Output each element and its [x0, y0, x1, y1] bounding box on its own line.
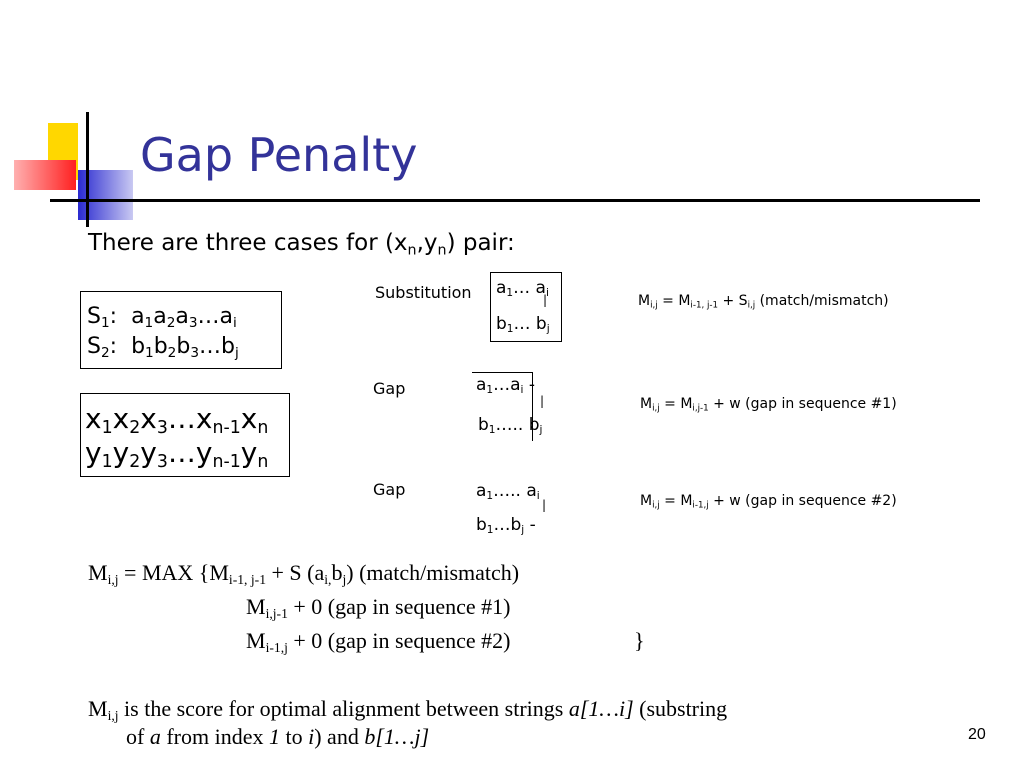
title-rule	[50, 199, 980, 202]
string-s1: $S_1$: $a_1a_2a_3\dots a_i$	[87, 304, 237, 332]
case-gap2-bar: |	[542, 498, 547, 512]
slide-title: Gap Penalty	[140, 128, 418, 182]
recurrence-line-1: $M_{i,j}$ = MAX {$M_{i-1,}$ $_{j-1}$ + S $(a_{i,}b_j)$ (match/mismatch)	[88, 560, 520, 588]
string-s2: $S_2$: $b_1b_2b_3\dots b_j$	[87, 334, 239, 362]
strings-box	[80, 291, 282, 369]
case-gap1-label: Gap	[373, 379, 406, 398]
x-sequence: $x_1x_2x_3\dots x_{n-1}x_n$	[85, 402, 269, 439]
case-gap2-bottom: $b_1\dots b_j$ -	[476, 515, 536, 537]
page-number: 20	[968, 726, 986, 743]
recurrence-brace: }	[634, 628, 645, 653]
description-line-2: of a from index 1 to i) and b[1…j]	[126, 724, 430, 749]
case-gap2-top: $a_1\dots$.. $a_i$	[476, 481, 540, 503]
case-gap1-formula: $M_{i,j} = M_{i,j-1} + w$ (gap in sequence #1)	[640, 396, 897, 414]
recurrence-line-2: $M_{i,j-1} + 0$ (gap in sequence #1)	[246, 594, 511, 622]
case-gap2-formula: $M_{i,j} = M_{i-1,j} + w$ (gap in sequence #2)	[640, 493, 897, 511]
case-substitution-alignment: $a_1\dots$ $a_i$ | $b_1\dots$ $b_j$	[490, 272, 562, 342]
case-substitution-label: Substitution	[375, 283, 472, 302]
case-gap1-bottom: $b_1\dots$.. $b_j$	[478, 415, 543, 437]
recurrence-line-3: $M_{i-1,j} + 0$ (gap in sequence #2)	[246, 628, 511, 656]
case-gap1-top: $a_1\dots a_i$ -	[476, 375, 536, 397]
case-gap1-bar: |	[540, 394, 545, 408]
xy-sequence-box	[80, 393, 290, 477]
case-gap2-label: Gap	[373, 480, 406, 499]
y-sequence: $y_1y_2y_3\dots y_{n-1}y_n$	[85, 436, 269, 473]
intro-text: There are three cases for $(x_n,y_n)$ pair:	[88, 230, 515, 259]
description-line-1: $M_{i,j}$ is the score for optimal alignment between strings a[1…i] (substring	[88, 696, 728, 724]
case-substitution-formula: $M_{i,j} = M_{i-1, j-1} + S_{i,j}$ (match/mismatch)	[638, 293, 889, 311]
